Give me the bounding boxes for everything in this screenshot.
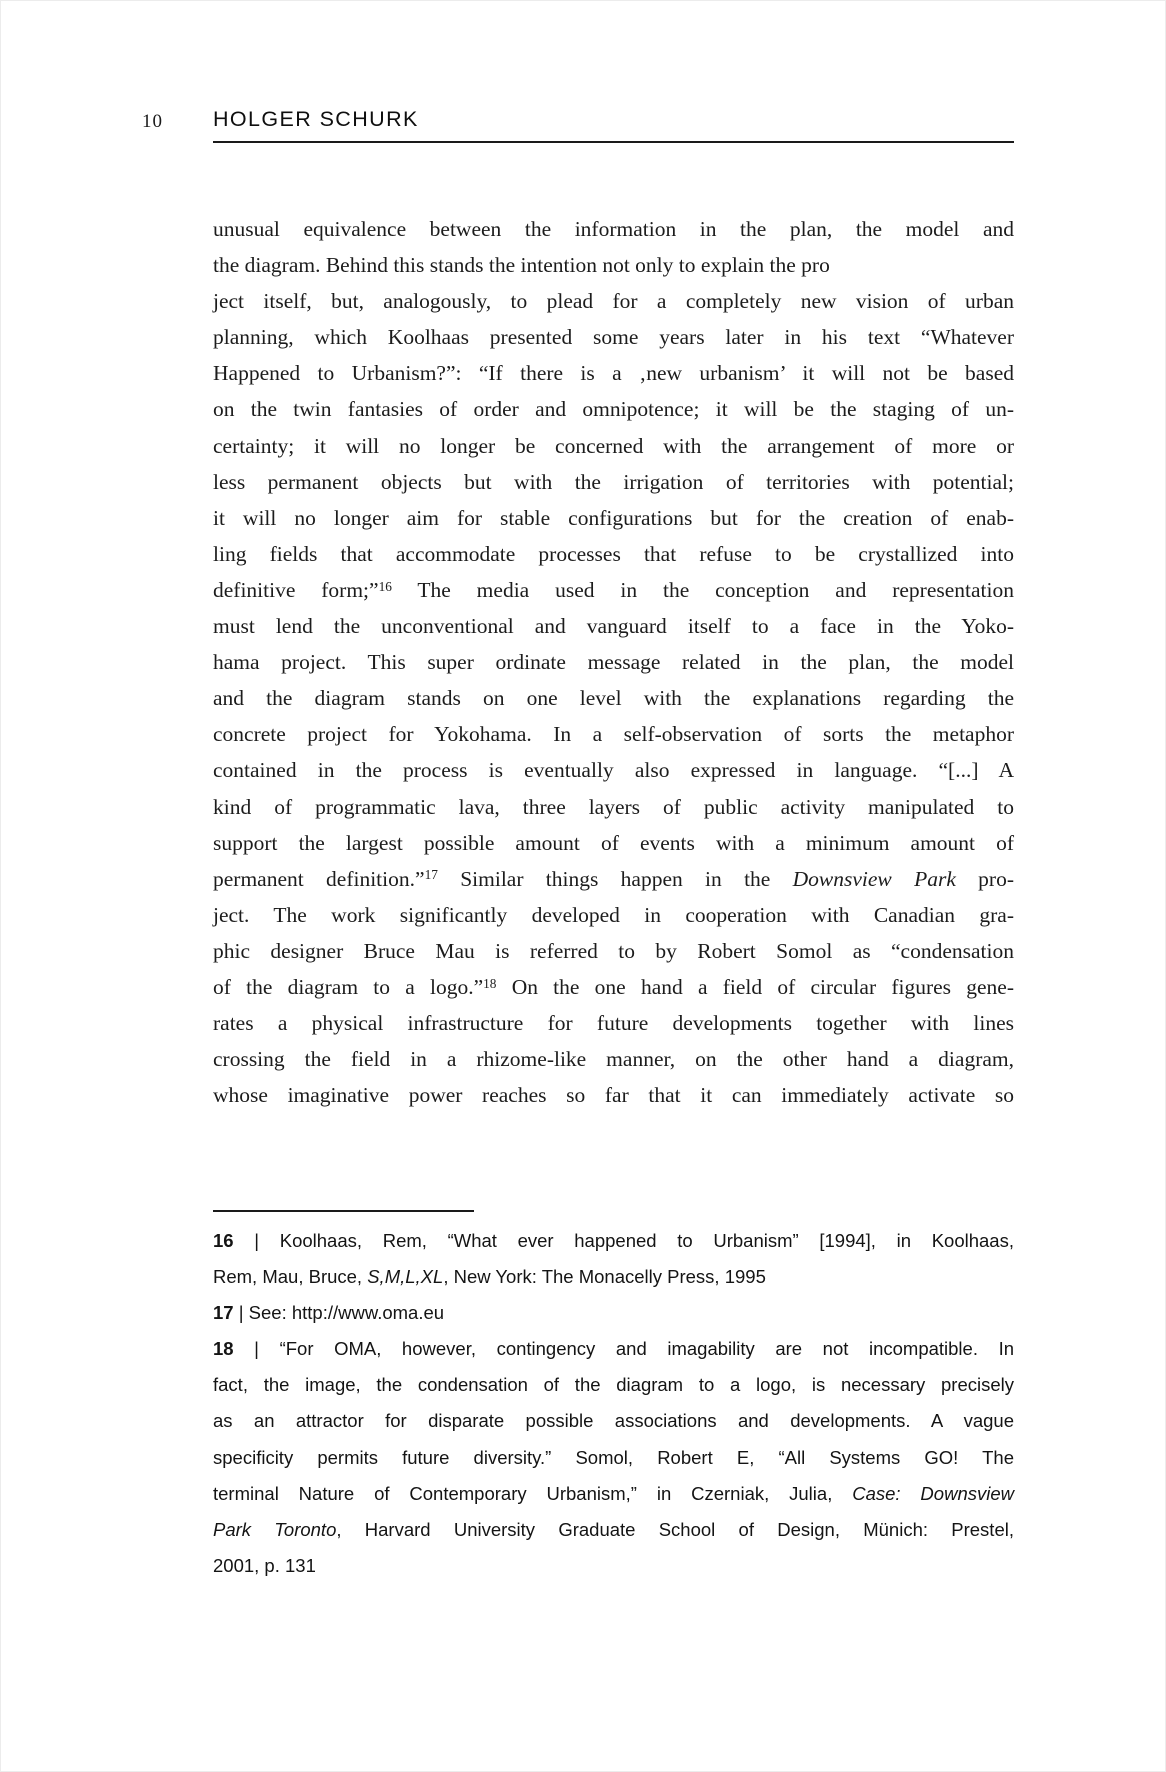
- text-line: [213, 211, 1014, 247]
- text-line: [213, 825, 1014, 861]
- footnote-marker: 18: [483, 975, 497, 991]
- text-line: [213, 644, 1014, 680]
- text-line: [213, 428, 1014, 464]
- text-segment: fact, the image, the condensation of the diagram to a logo, is necessary precisely: [213, 1374, 1014, 1396]
- text-line: [213, 789, 1014, 825]
- text-line: [213, 1512, 1014, 1548]
- text-line: [213, 1295, 1014, 1331]
- text-segment: support the largest possible amount of events with a minimum amount of: [213, 830, 1014, 855]
- text-line: [213, 933, 1014, 969]
- text-segment: Park Toronto: [213, 1518, 337, 1540]
- text-segment: Rem, Mau, Bruce,: [213, 1266, 368, 1288]
- text-segment: 16: [213, 1230, 234, 1251]
- text-line: [213, 752, 1014, 788]
- text-segment: | “For OMA, however, contingency and imagability are not incompatible. In: [233, 1338, 1014, 1360]
- text-line: [213, 1223, 1014, 1259]
- text-line: [213, 391, 1014, 427]
- text-line: [213, 1476, 1014, 1512]
- text-line: [213, 572, 1014, 608]
- text-segment: | Koolhaas, Rem, “What ever happened to Urbanism” [1994], in Koolhaas,: [233, 1230, 1014, 1251]
- text-segment: S,M,L,XL: [367, 1266, 444, 1288]
- text-line: [213, 716, 1014, 752]
- text-segment: Similar things happen in the: [437, 866, 793, 891]
- text-line: [213, 247, 1014, 283]
- text-segment: Downsview Park: [792, 866, 956, 891]
- text-segment: as an attractor for disparate possible associations and developments. A vague: [213, 1410, 1014, 1432]
- text-line: [213, 861, 1014, 897]
- text-segment: hama project. This super ordinate message related in the plan, the model: [213, 650, 1014, 675]
- text-line: [213, 355, 1014, 391]
- text-line: [213, 500, 1014, 536]
- text-segment: concrete project for Yokohama. In a self-observation of sorts the metaphor: [213, 722, 1014, 747]
- text-line: [213, 1259, 1014, 1295]
- text-segment: rates a physical infrastructure for future developments together with lines: [213, 1011, 1014, 1036]
- text-line: [213, 1367, 1014, 1403]
- text-line: [213, 1548, 1014, 1584]
- footnote-marker: 17: [424, 867, 438, 883]
- text-segment: On the one hand a field of circular figures gene-: [496, 974, 1014, 999]
- text-segment: 17: [213, 1302, 234, 1324]
- text-line: [213, 1440, 1014, 1476]
- text-segment: phic designer Bruce Mau is referred to by Robert Somol as “condensation: [213, 938, 1014, 963]
- text-segment: pro-: [955, 866, 1014, 891]
- text-segment: planning, which Koolhaas presented some years later in his text “Whatever: [213, 325, 1014, 350]
- text-segment: , New York: The Monacelly Press, 1995: [443, 1266, 766, 1288]
- text-segment: Happened to Urbanism?”: “If there is a ‚new urbanism’ it will not be based: [213, 361, 1014, 386]
- text-line: [213, 1005, 1014, 1041]
- text-line: [213, 1331, 1014, 1367]
- text-segment: The media used in the conception and representation: [391, 577, 1014, 602]
- text-line: [213, 464, 1014, 500]
- text-segment: must lend the unconventional and vanguard itself to a face in the Yoko-: [213, 614, 1014, 639]
- text-segment: crossing the field in a rhizome-like manner, on the other hand a diagram,: [213, 1047, 1014, 1072]
- text-line: [213, 680, 1014, 716]
- text-line: [213, 608, 1014, 644]
- text-segment: unusual equivalence between the information in the plan, the model and: [213, 217, 1014, 241]
- text-line: [213, 969, 1014, 1005]
- text-line: [213, 283, 1014, 319]
- page-number: 10: [142, 111, 163, 132]
- text-line: [213, 319, 1014, 355]
- text-segment: whose imaginative power reaches so far that it can immediately activate so: [213, 1083, 1014, 1108]
- text-segment: the diagram. Behind this stands the intention not only to explain the pro: [213, 253, 830, 278]
- text-segment: 18: [213, 1338, 234, 1360]
- text-segment: Case: Downsview: [852, 1482, 1014, 1504]
- footnote-marker: 16: [378, 578, 392, 594]
- footnote-rule: [213, 1210, 474, 1212]
- text-segment: of the diagram to a logo.”: [213, 974, 484, 999]
- text-line: [213, 1077, 1014, 1113]
- text-segment: kind of programmatic lava, three layers of public activity manipulated to: [213, 794, 1014, 819]
- text-segment: | See: http://www.oma.eu: [233, 1302, 445, 1324]
- text-segment: 2001, p. 131: [213, 1554, 316, 1576]
- text-segment: specificity permits future diversity.” Somol, Robert E, “All Systems GO! The: [213, 1446, 1014, 1468]
- text-segment: on the twin fantasies of order and omnipotence; it will be the staging of un-: [213, 397, 1014, 422]
- text-segment: contained in the process is eventually also expressed in language. “[...] A: [213, 758, 1014, 783]
- text-segment: certainty; it will no longer be concerned with the arrangement of more or: [213, 433, 1014, 458]
- text-segment: terminal Nature of Contemporary Urbanism,” in Czerniak, Julia,: [213, 1482, 853, 1504]
- text-segment: ling fields that accommodate processes that refuse to be crystallized into: [213, 541, 1014, 566]
- text-segment: less permanent objects but with the irrigation of territories with potential;: [213, 469, 1014, 494]
- text-segment: definitive form;”: [213, 577, 379, 602]
- footnotes: [213, 1223, 1014, 1584]
- text-segment: permanent definition.”: [213, 866, 425, 891]
- text-line: [213, 1403, 1014, 1439]
- text-segment: it will no longer aim for stable configurations but for the creation of enab-: [213, 505, 1014, 530]
- text-segment: ject itself, but, analogously, to plead for a completely new vision of urban: [213, 289, 1014, 314]
- text-line: [213, 897, 1014, 933]
- text-segment: , Harvard University Graduate School of Design, Münich: Prestel,: [336, 1518, 1014, 1540]
- body-text: [213, 211, 1014, 1113]
- header-rule: [213, 141, 1014, 143]
- text-line: [213, 536, 1014, 572]
- text-segment: and the diagram stands on one level with the explanations regarding the: [213, 686, 1014, 711]
- text-segment: ject. The work significantly developed in cooperation with Canadian gra-: [213, 902, 1014, 927]
- running-head: HOLGER SCHURK: [213, 107, 419, 131]
- text-line: [213, 1041, 1014, 1077]
